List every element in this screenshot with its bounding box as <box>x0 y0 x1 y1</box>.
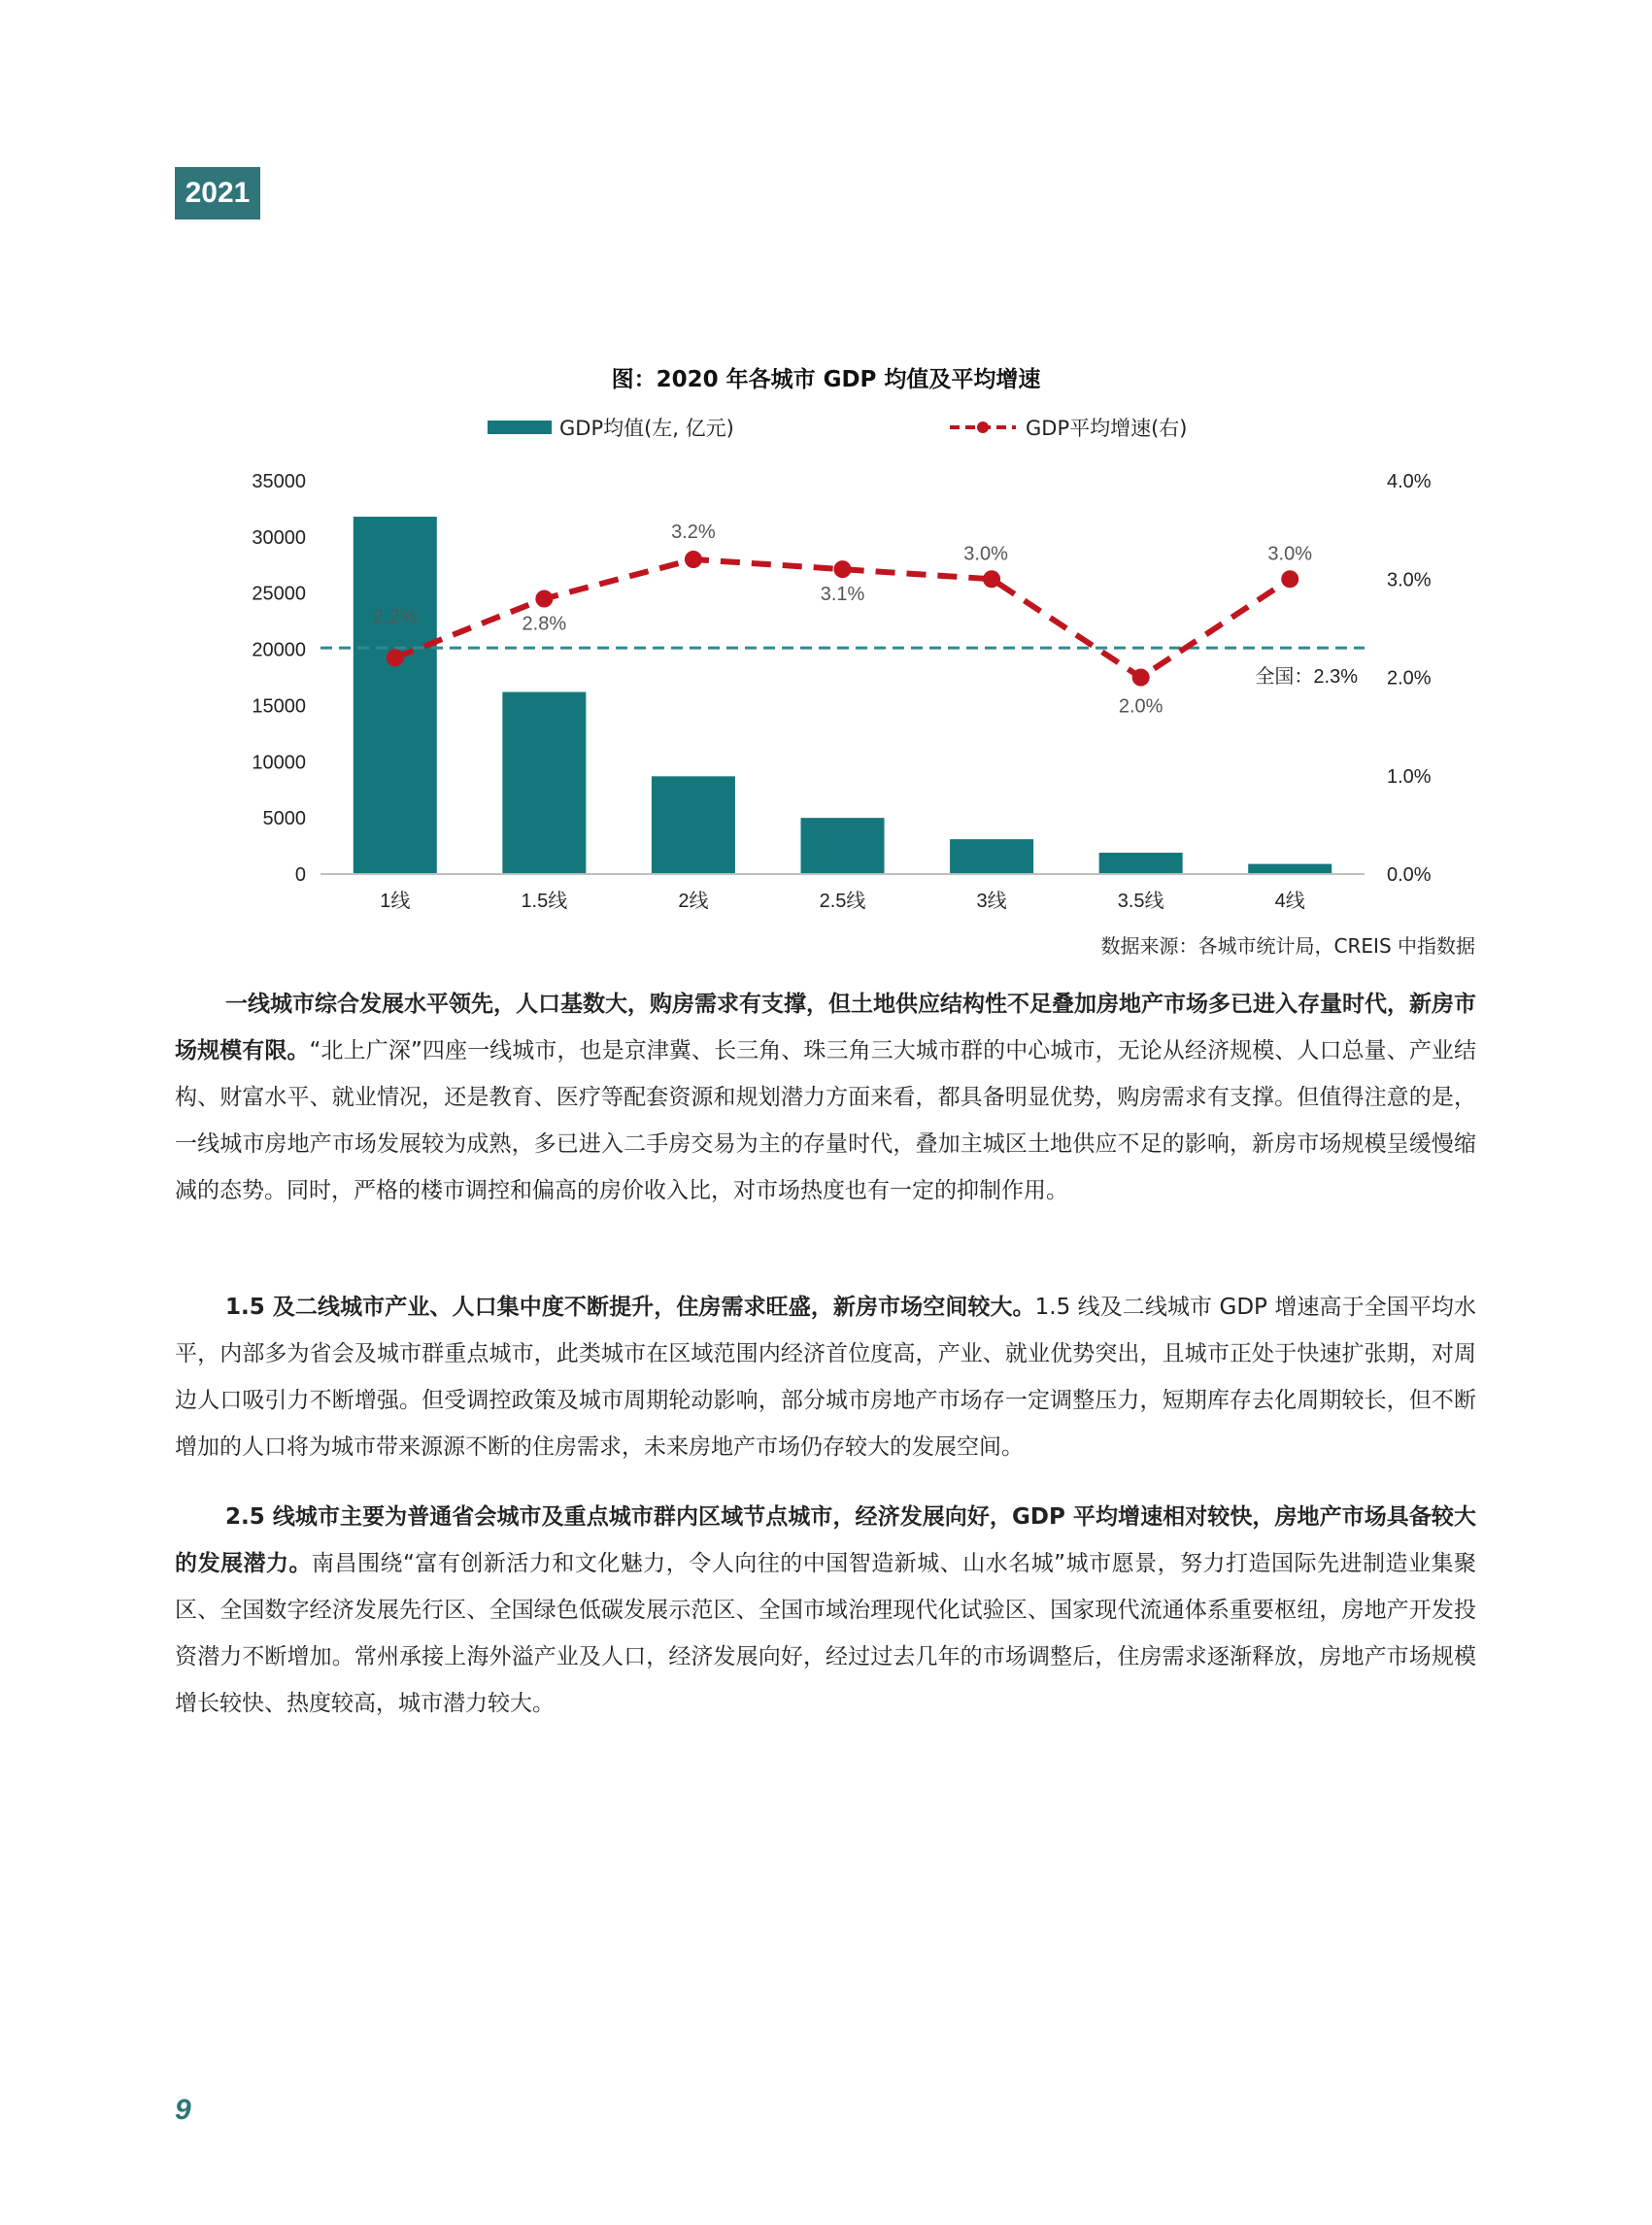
paragraph-2-lead: 1.5 及二线城市产业、人口集中度不断提升，住房需求旺盛，新房市场空间较大。 <box>225 1295 1035 1320</box>
bar-2.5线 <box>801 818 885 874</box>
right-axis-tick-label: 0.0% <box>1387 864 1432 886</box>
page-number: 9 <box>175 2094 191 2126</box>
left-axis-tick-label: 5000 <box>262 808 306 830</box>
paragraph-1 <box>175 981 1476 1214</box>
paragraph-2-body: 1.5 线及二线城市 GDP 增速高于全国平均水平，内部多为省会及城市群重点城市，此类城市在区域范围内经济首位度高，产业、就业优势突出，且城市正处于快速扩张期，对周边人口吸引力不断增强。但受调控政策及城市周期轮动影响，部分城市房地产市场存一定调整压力，短期库存去化周期较长，但不断增加的人口将为城市带来源源不断的住房需求，未来房地产市场仍存较大的发展空间。 <box>175 1295 1476 1460</box>
growth-data-label: 2.2% <box>372 606 418 628</box>
growth-point-4线 <box>1281 570 1298 588</box>
x-axis-tick-label: 4线 <box>1274 891 1305 912</box>
legend-label-gdp-mean: GDP均值(左, 亿元) <box>559 417 734 440</box>
right-axis-tick-label: 2.0% <box>1387 667 1432 690</box>
bar-4线 <box>1248 864 1332 874</box>
growth-data-label: 3.1% <box>820 584 865 606</box>
x-axis-tick-label: 1.5线 <box>521 891 568 912</box>
year-badge: 2021 <box>175 167 260 219</box>
left-axis-tick-label: 35000 <box>252 471 306 492</box>
left-axis-tick-label: 25000 <box>252 583 306 605</box>
x-axis-tick-label: 3.5线 <box>1117 891 1164 912</box>
right-axis-tick-label: 4.0% <box>1387 471 1432 492</box>
chart-title: 图：2020 年各城市 GDP 均值及平均增速 <box>611 367 1041 392</box>
legend-item-gdp-mean <box>488 412 734 443</box>
paragraph-3 <box>175 1494 1476 1727</box>
growth-point-3线 <box>983 570 1000 588</box>
paragraph-1-body: “北上广深”四座一线城市，也是京津冀、长三角、珠三角三大城市群的中心城市，无论从经济规模、人口总量、产业结构、财富水平、就业情况，还是教育、医疗等配套资源和规划潜力方面来看，都具备明显优势，购房需求有支撑。但值得注意的是，一线城市房地产市场发展较为成熟，多已进入二手房交易为主的存量时代，叠加主城区土地供应不足的影响，新房市场规模呈缓慢缩减的态势。同时，严格的楼市调控和偏高的房价收入比，对市场热度也有一定的抑制作用。 <box>175 1038 1477 1203</box>
growth-point-2线 <box>685 551 702 568</box>
x-axis-tick-label: 2线 <box>678 891 709 912</box>
growth-data-label: 3.0% <box>963 543 1008 565</box>
legend-label-gdp-growth: GDP平均增速(右) <box>1026 417 1188 440</box>
bar-1线 <box>354 517 437 874</box>
national-average-label: 全国：2.3% <box>1255 666 1358 689</box>
chart-source: 数据来源：各城市统计局，CREIS 中指数据 <box>1100 934 1475 958</box>
left-axis-tick-label: 15000 <box>252 695 306 718</box>
legend-line-swatch <box>948 418 1018 437</box>
legend-item-gdp-growth <box>948 412 1188 443</box>
right-axis-tick-label: 3.0% <box>1387 569 1432 591</box>
paragraph-3-body: 南昌围绕“富有创新活力和文化魅力，令人向往的中国智造新城、山水名城”城市愿景，努力打造国际先进制造业集聚区、全国数字经济发展先行区、全国绿色低碳发展示范区、全国市域治理现代化试验区、国家现代流通体系重要枢纽，房地产开发投资潜力不断增加。常州承接上海外溢产业及人口，经济发展向好，经过过去几年的市场调整后，住房需求逐渐释放，房地产市场规模增长较快、热度较高，城市潜力较大。 <box>175 1551 1476 1716</box>
growth-point-2.5线 <box>834 560 852 578</box>
growth-data-label: 3.0% <box>1267 543 1313 565</box>
chart-legend <box>0 412 1652 443</box>
paragraph-1-lead: 一线城市综合发展水平领先，人口基数大，购房需求有支撑，但土地供应结构性不足叠加房地产市场多已进入存量时代，新房市场规模有限。 <box>175 992 1476 1063</box>
gdp-chart <box>0 456 1652 932</box>
left-axis-tick-label: 0 <box>294 864 306 886</box>
growth-point-1线 <box>387 649 404 666</box>
growth-data-label: 3.2% <box>671 522 716 543</box>
growth-data-label: 2.0% <box>1118 695 1163 718</box>
left-axis-tick-label: 30000 <box>252 526 306 549</box>
paragraph-2 <box>175 1284 1476 1470</box>
bar-3线 <box>950 839 1033 874</box>
bar-2线 <box>652 776 735 874</box>
x-axis-tick-label: 1线 <box>380 891 411 912</box>
left-axis-tick-label: 10000 <box>252 752 306 774</box>
growth-data-label: 2.8% <box>522 613 567 635</box>
x-axis-tick-label: 3线 <box>976 891 1007 912</box>
right-axis-tick-label: 1.0% <box>1387 765 1432 788</box>
bar-3.5线 <box>1099 853 1183 874</box>
legend-bar-swatch <box>488 421 552 434</box>
bar-1.5线 <box>502 692 586 874</box>
growth-point-1.5线 <box>535 590 553 608</box>
growth-point-3.5线 <box>1132 669 1150 687</box>
x-axis-tick-label: 2.5线 <box>819 891 866 912</box>
left-axis-tick-label: 20000 <box>252 639 306 661</box>
paragraph-3-lead: 2.5 线城市主要为普通省会城市及重点城市群内区域节点城市，经济发展向好，GDP 平均增速相对较快，房地产市场具备较大的发展潜力。 <box>175 1504 1476 1576</box>
